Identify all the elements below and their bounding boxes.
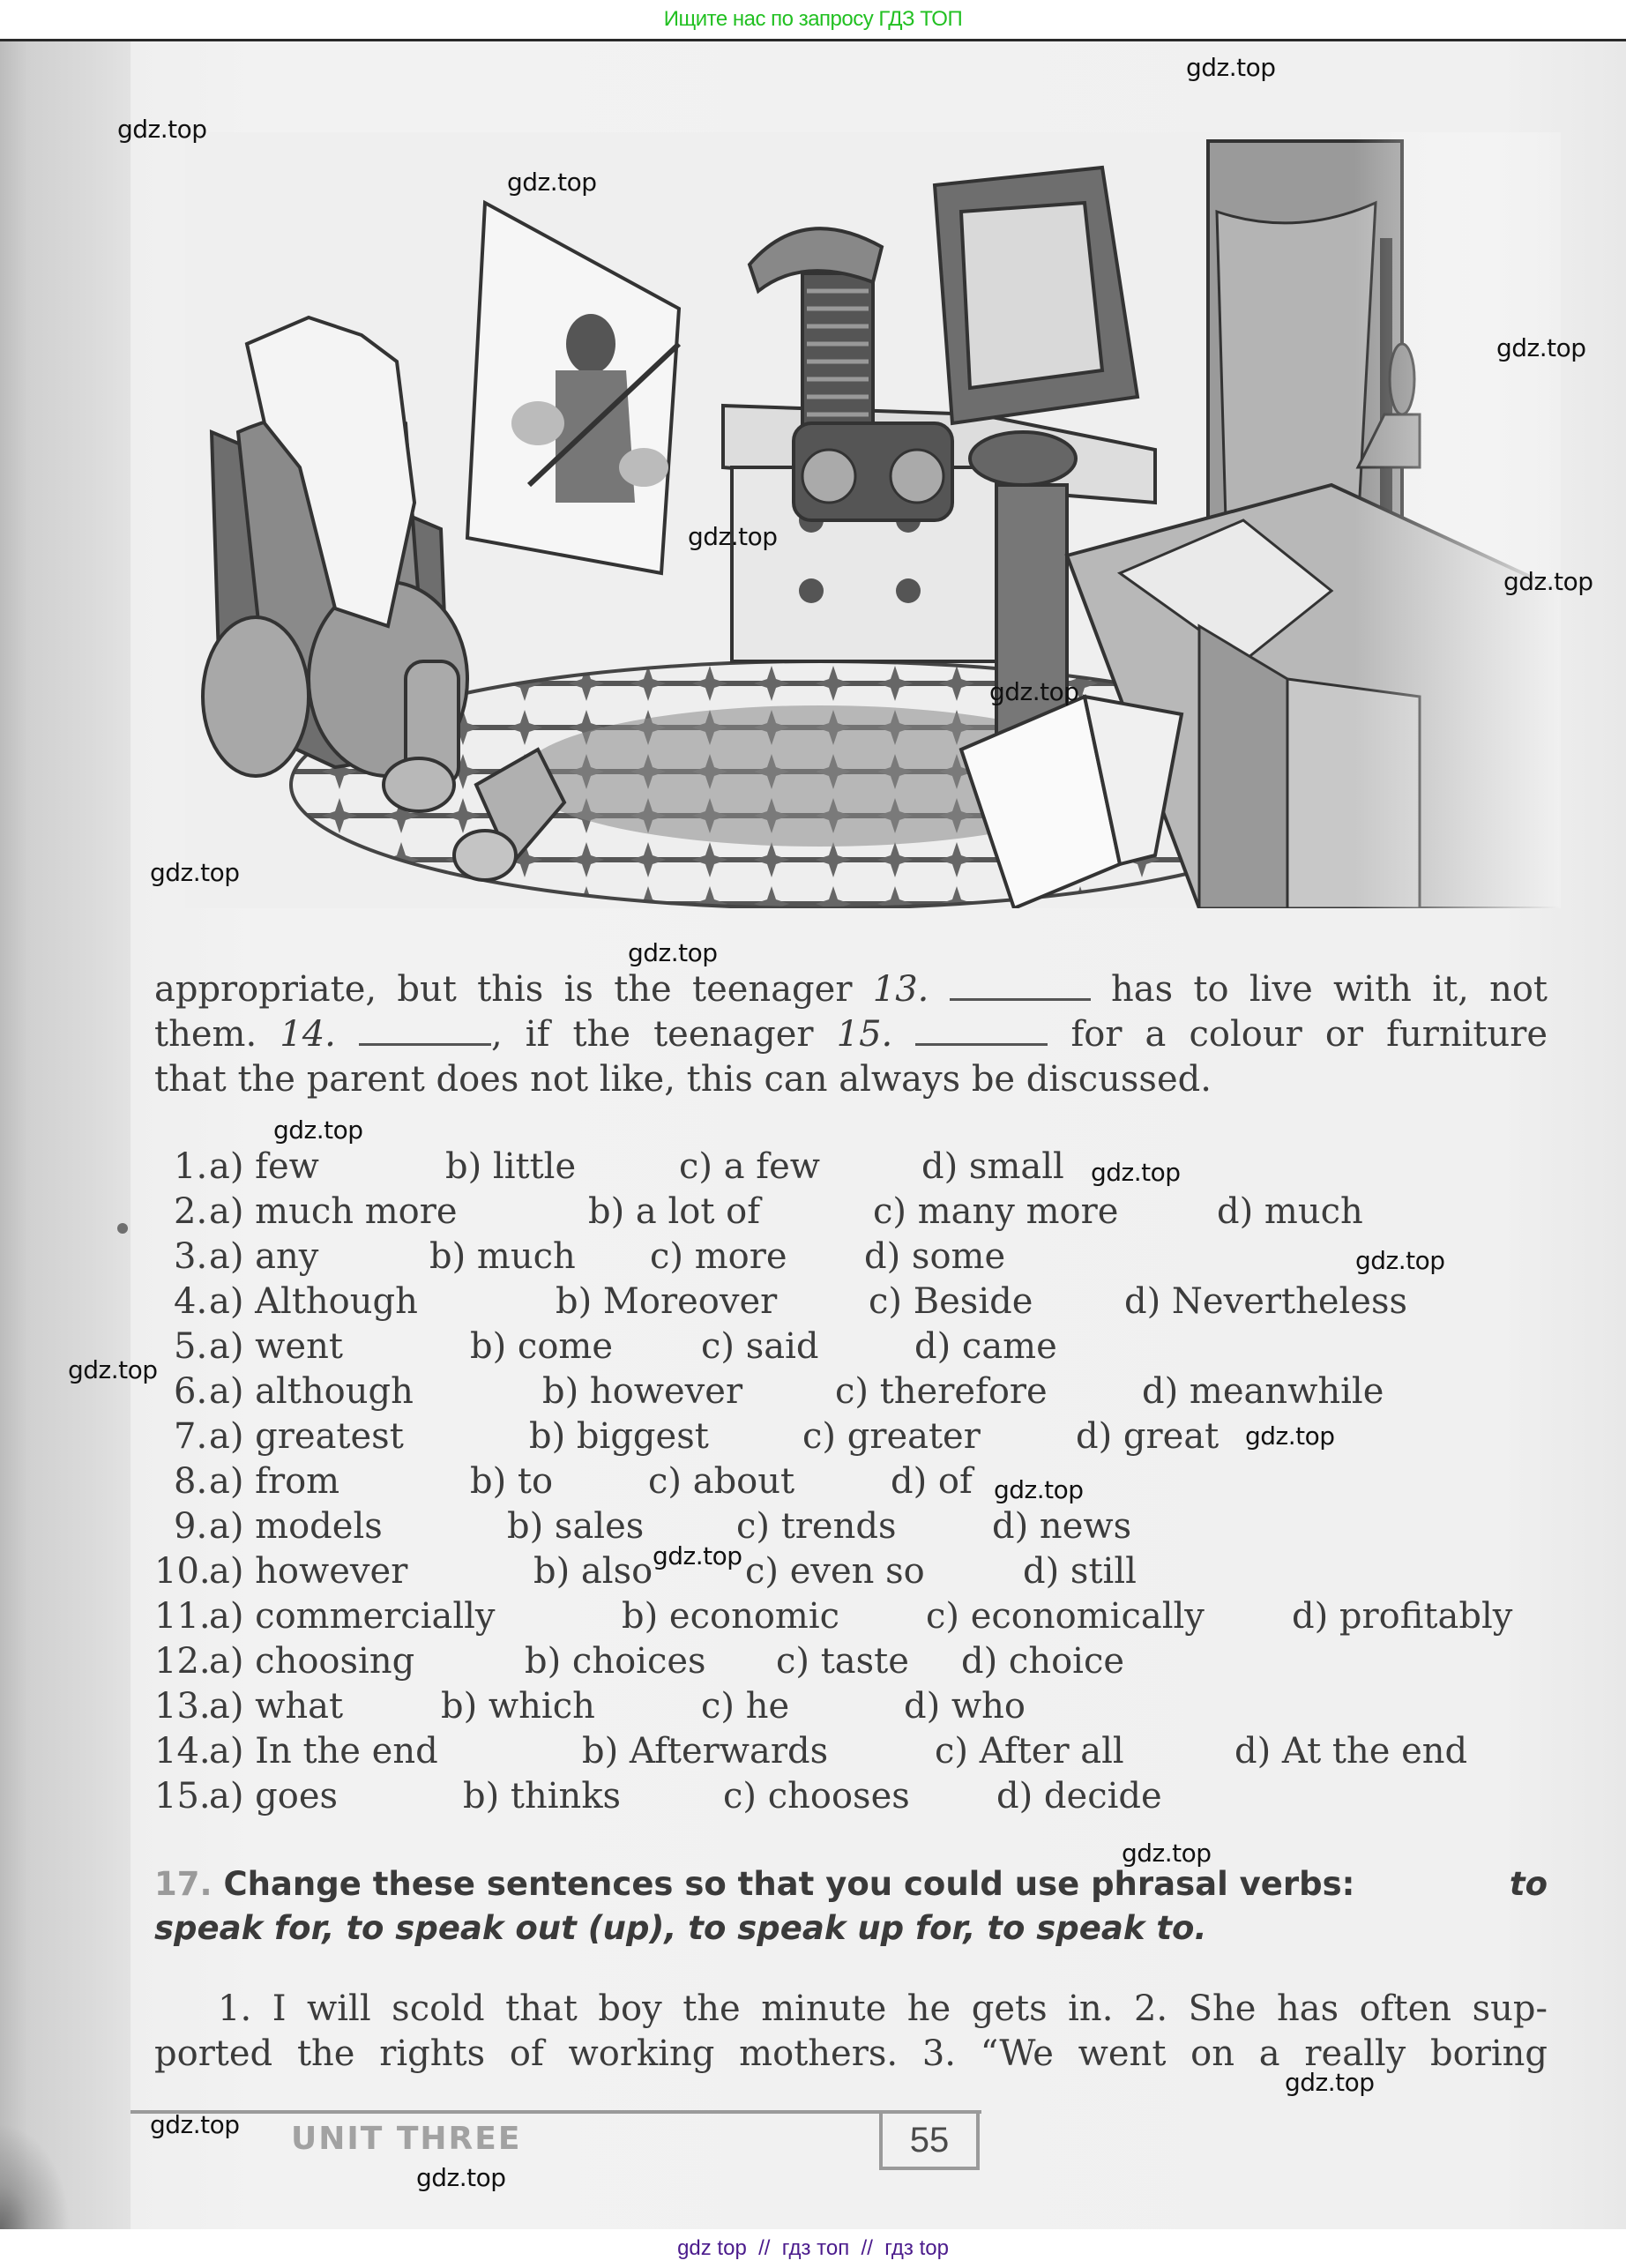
passage-text-segment: , if the teenager — [490, 1014, 837, 1055]
gap-blank-13[interactable] — [950, 974, 1091, 1001]
passage-text-segment: for a colour or furniture — [1048, 1014, 1548, 1055]
option-d[interactable]: d) meanwhile — [1142, 1371, 1384, 1412]
option-a[interactable]: a) choosing — [209, 1641, 415, 1682]
task-17-body-line-2: ported the rights of working mothers. 3. “We went on a really boring — [154, 2033, 1548, 2074]
watermark: gdz.top — [273, 1115, 363, 1145]
option-b[interactable]: b) Moreover — [556, 1281, 778, 1322]
option-b[interactable]: b) biggest — [529, 1416, 709, 1457]
passage-text-segment: them. — [154, 1014, 280, 1055]
watermark: gdz.top — [1285, 2068, 1375, 2097]
option-c[interactable]: c) about — [648, 1461, 795, 1502]
page-number: 55 — [909, 2120, 950, 2160]
option-d[interactable]: d) of — [891, 1461, 973, 1502]
option-c[interactable]: c) taste — [776, 1641, 909, 1682]
passage-text — [154, 967, 1548, 1102]
option-c[interactable]: c) economically — [926, 1596, 1205, 1637]
option-d[interactable]: d) who — [904, 1686, 1026, 1727]
option-c[interactable]: c) greater — [802, 1416, 981, 1457]
option-c[interactable]: c) chooses — [723, 1776, 910, 1817]
option-c[interactable]: c) more — [650, 1236, 787, 1277]
task-17-sentences — [154, 1987, 1548, 2077]
option-a[interactable]: a) went — [209, 1326, 343, 1367]
option-d[interactable]: d) small — [921, 1146, 1064, 1187]
option-b[interactable]: b) Afterwards — [582, 1731, 829, 1772]
option-number: 9. — [174, 1506, 208, 1547]
option-number: 11. — [154, 1596, 211, 1637]
task-17-line-1 — [154, 1862, 1548, 1906]
passage-line-3: that the parent does not like, this can always be discussed. — [154, 1059, 1212, 1100]
phrasal-verbs-list: speak for, to speak out (up), to speak up for, to speak to. — [154, 1909, 1207, 1947]
watermark: gdz.top — [989, 677, 1079, 706]
watermark: gdz.top — [653, 1541, 742, 1570]
option-a[interactable]: a) any — [209, 1236, 319, 1277]
watermark: gdz.top — [150, 858, 240, 887]
option-d[interactable]: d) news — [992, 1506, 1132, 1547]
option-b[interactable]: b) little — [445, 1146, 577, 1187]
option-c[interactable]: c) even so — [745, 1551, 925, 1592]
watermark: gdz.top — [416, 2163, 506, 2192]
watermark: gdz.top — [507, 168, 597, 197]
room-illustration-svg — [185, 132, 1561, 908]
option-d[interactable]: d) profitably — [1292, 1596, 1513, 1637]
page-shadow — [0, 2123, 71, 2229]
option-b[interactable]: b) come — [470, 1326, 614, 1367]
option-b[interactable]: b) also — [533, 1551, 653, 1592]
watermark: gdz.top — [1186, 53, 1276, 82]
task-17-body-line-1: 1. I will scold that boy the minute he gets in. 2. She has often sup- — [218, 1988, 1548, 2029]
option-a[interactable]: a) Although — [209, 1281, 418, 1322]
option-d[interactable]: d) some — [864, 1236, 1006, 1277]
passage-text-segment: has to live with it, not — [1090, 969, 1548, 1010]
task-17-heading — [154, 1862, 1354, 1906]
option-d[interactable]: d) choice — [961, 1641, 1125, 1682]
option-b[interactable]: b) to — [470, 1461, 554, 1502]
option-c[interactable]: c) said — [701, 1326, 819, 1367]
option-b[interactable]: b) choices — [525, 1641, 706, 1682]
watermark: gdz.top — [117, 115, 207, 144]
option-c[interactable]: c) trends — [736, 1506, 897, 1547]
unit-label: UNIT THREE — [291, 2121, 522, 2157]
option-a[interactable]: a) commercially — [209, 1596, 496, 1637]
option-b[interactable]: b) sales — [507, 1506, 645, 1547]
watermark: gdz.top — [628, 938, 718, 967]
option-number: 7. — [174, 1416, 208, 1457]
option-d[interactable]: d) came — [914, 1326, 1057, 1367]
watermark: gdz.top — [688, 522, 778, 551]
option-number: 8. — [174, 1461, 208, 1502]
option-a[interactable]: a) greatest — [209, 1416, 404, 1457]
page-gutter — [26, 41, 131, 2229]
watermark: gdz.top — [1496, 333, 1586, 362]
option-d[interactable]: d) Nevertheless — [1124, 1281, 1408, 1322]
passage-line-2 — [154, 1012, 1548, 1057]
option-a[interactable]: a) however — [209, 1551, 408, 1592]
option-d[interactable]: d) much — [1217, 1191, 1363, 1232]
option-a[interactable]: a) few — [209, 1146, 319, 1187]
option-b[interactable]: b) however — [542, 1371, 743, 1412]
gap-blank-14[interactable] — [359, 1019, 491, 1046]
option-number: 15. — [154, 1776, 211, 1817]
option-b[interactable]: b) economic — [622, 1596, 840, 1637]
watermark: gdz.top — [1355, 1246, 1445, 1275]
gap-number-15: 15. — [836, 1014, 893, 1055]
option-number: 12. — [154, 1641, 211, 1682]
option-a[interactable]: a) In the end — [209, 1731, 438, 1772]
watermark: gdz.top — [68, 1355, 158, 1384]
option-b[interactable]: b) a lot of — [588, 1191, 761, 1232]
option-d[interactable]: d) At the end — [1234, 1731, 1468, 1772]
option-d[interactable]: d) great — [1076, 1416, 1220, 1457]
option-number: 13. — [154, 1686, 211, 1727]
gap-number-14: 14. — [280, 1014, 336, 1055]
watermark: gdz.top — [150, 2110, 240, 2139]
watermark: gdz.top — [1503, 567, 1593, 596]
watermark: gdz.top — [1091, 1158, 1181, 1187]
option-c[interactable]: c) a few — [679, 1146, 820, 1187]
option-a[interactable]: a) what — [209, 1686, 344, 1727]
task-number: 17. — [154, 1865, 213, 1903]
footer-rule — [131, 2110, 981, 2114]
option-b[interactable]: b) which — [441, 1686, 595, 1727]
gap-number-13: 13. — [872, 969, 929, 1010]
option-a[interactable]: a) although — [209, 1371, 414, 1412]
task-17-instruction — [154, 1862, 1548, 1951]
watermark: gdz.top — [1122, 1839, 1212, 1868]
option-b[interactable]: b) thinks — [463, 1776, 622, 1817]
option-d[interactable]: d) decide — [996, 1776, 1162, 1817]
top-banner[interactable] — [0, 0, 1626, 39]
option-a[interactable]: a) from — [209, 1461, 340, 1502]
bottom-banner[interactable] — [0, 2229, 1626, 2268]
option-c[interactable]: c) he — [701, 1686, 790, 1727]
passage-text-segment: appropriate, but this is the teenager — [154, 969, 873, 1010]
ink-speck — [117, 1223, 128, 1234]
option-number: 1. — [174, 1146, 208, 1187]
option-number: 4. — [174, 1281, 208, 1322]
option-number: 10. — [154, 1551, 211, 1592]
watermark: gdz.top — [994, 1475, 1084, 1504]
page-number-box — [879, 2110, 980, 2170]
watermark: gdz.top — [1245, 1421, 1335, 1451]
option-number: 6. — [174, 1371, 208, 1412]
book-spine — [0, 41, 26, 2229]
option-number: 14. — [154, 1731, 211, 1772]
option-b[interactable]: b) much — [429, 1236, 576, 1277]
task-instruction-text: Change these sentences so that you could use phrasal verbs: — [223, 1865, 1355, 1903]
top-banner-text[interactable]: Ищите нас по запросу ГДЗ ТОП — [663, 7, 963, 31]
passage-line-1 — [154, 967, 1548, 1012]
bottom-banner-text[interactable]: gdz top // гдз топ // гдз top — [677, 2236, 949, 2260]
option-number: 5. — [174, 1326, 208, 1367]
phrasal-verb-text: to — [1509, 1865, 1548, 1903]
option-c[interactable]: c) many more — [873, 1191, 1119, 1232]
room-illustration — [185, 132, 1561, 908]
option-a[interactable]: a) goes — [209, 1776, 339, 1817]
option-c[interactable]: c) therefore — [835, 1371, 1048, 1412]
option-c[interactable]: c) After all — [935, 1731, 1124, 1772]
option-number: 3. — [174, 1236, 208, 1277]
option-d[interactable]: d) still — [1023, 1551, 1137, 1592]
option-c[interactable]: c) Beside — [869, 1281, 1033, 1322]
gap-blank-15[interactable] — [915, 1019, 1048, 1046]
option-a[interactable]: a) much more — [209, 1191, 458, 1232]
option-a[interactable]: a) models — [209, 1506, 383, 1547]
option-number: 2. — [174, 1191, 208, 1232]
